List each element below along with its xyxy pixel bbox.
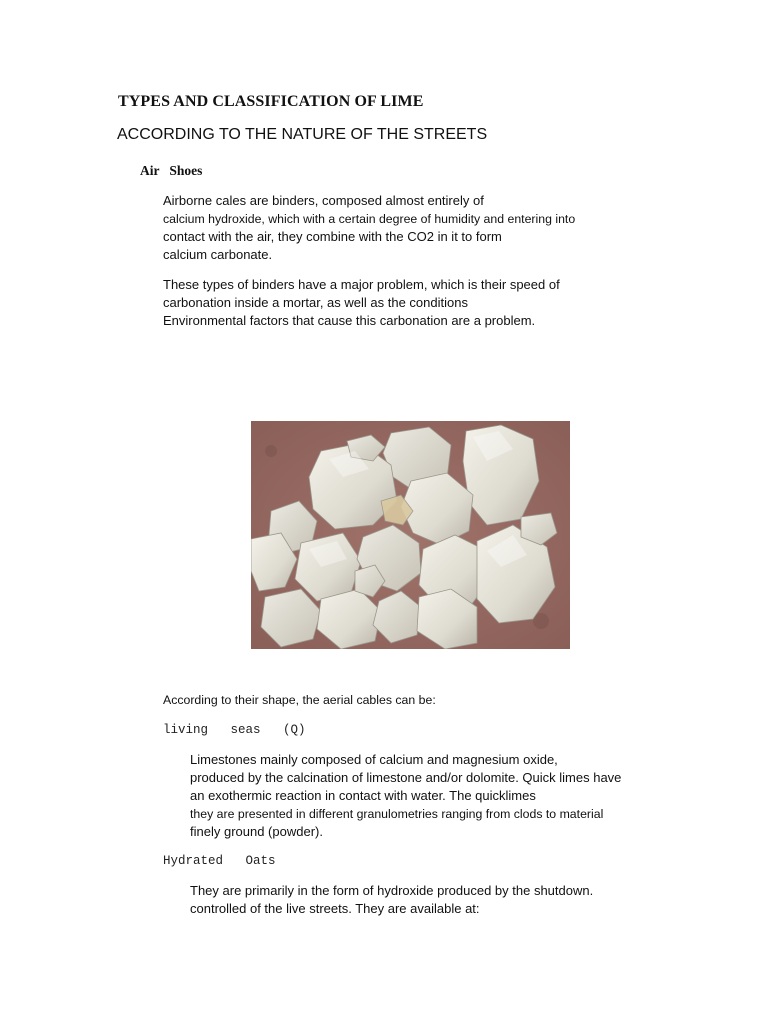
section-heading: Air Shoes <box>140 163 203 178</box>
paragraph-airborne-limes <box>163 192 575 264</box>
subheading-hydrated-lime: Hydrated Oats <box>163 854 276 868</box>
text-line: These types of binders have a major problem, which is their speed of <box>163 277 560 292</box>
text-line: an exothermic reaction in contact with water. The quicklimes <box>190 788 536 803</box>
shape-intro-text: According to their shape, the aerial cables can be: <box>163 693 436 707</box>
text-line: controlled of the live streets. They are available at: <box>190 901 480 916</box>
document-title: TYPES AND CLASSIFICATION OF LIME <box>118 93 424 110</box>
text-line: calcium hydroxide, which with a certain degree of humidity and entering into <box>163 212 576 226</box>
text-line: produced by the calcination of limestone and/or dolomite. Quick limes have <box>190 770 622 785</box>
text-line: calcium carbonate. <box>163 247 273 262</box>
text-line: finely ground (powder). <box>190 824 323 839</box>
text-line: Limestones mainly composed of calcium and magnesium oxide, <box>190 752 558 767</box>
document-subtitle: ACCORDING TO THE NATURE OF THE STREETS <box>117 126 488 143</box>
lime-rocks-photo <box>251 421 570 649</box>
text-line: carbonation inside a mortar, as well as the conditions <box>163 295 468 310</box>
text-line: Airborne cales are binders, composed almost entirely of <box>163 193 484 208</box>
text-line: contact with the air, they combine with the CO2 in it to form <box>163 229 502 244</box>
text-line: Environmental factors that cause this carbonation are a problem. <box>163 313 536 328</box>
subheading-quicklime: living seas (Q) <box>163 723 306 737</box>
text-line: They are primarily in the form of hydroxide produced by the shutdown. <box>190 883 594 898</box>
paragraph-quicklime <box>190 751 621 841</box>
paragraph-binder-problem <box>163 276 560 330</box>
text-line: they are presented in different granulometries ranging from clods to material <box>190 807 604 821</box>
paragraph-hydrated-lime <box>190 882 593 918</box>
